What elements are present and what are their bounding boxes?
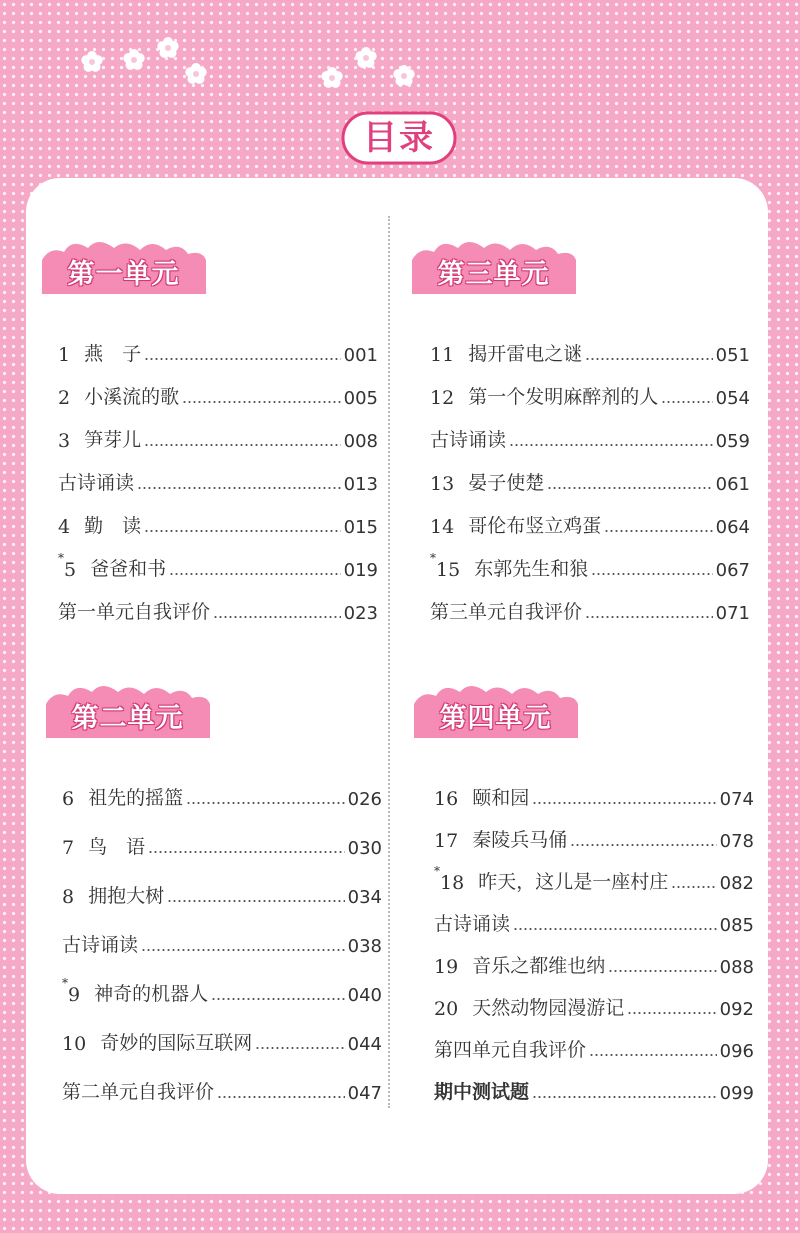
toc-entry[interactable]: 古诗诵读 038	[62, 934, 382, 957]
unit-heading: 第一单元	[36, 236, 211, 294]
unit-heading: 第二单元	[40, 680, 215, 738]
toc-entry[interactable]: 13 晏子使楚 061	[430, 472, 750, 495]
toc-entry[interactable]: 期中测试题 099	[434, 1081, 754, 1104]
toc-entry[interactable]: 1 燕 子 001	[58, 343, 378, 366]
toc-entry[interactable]: *18 昨天，这儿是一座村庄 082	[434, 864, 754, 894]
toc-entry[interactable]: 12 第一个发明麻醉剂的人 054	[430, 386, 750, 409]
unit-heading: 第四单元	[408, 680, 583, 738]
toc-entry[interactable]: 20 天然动物园漫游记 092	[434, 997, 754, 1020]
unit-heading: 第三单元	[406, 236, 581, 294]
optional-mark: *	[434, 864, 440, 878]
toc-entry[interactable]: 第二单元自我评价 047	[62, 1081, 382, 1104]
toc-entry[interactable]: *15 东郭先生和狼 067	[430, 551, 750, 581]
toc-entry[interactable]: 6 祖先的摇篮 026	[62, 787, 382, 810]
toc-entry[interactable]: 古诗诵读 013	[58, 472, 378, 495]
optional-mark: *	[58, 551, 64, 565]
toc-entry[interactable]: *5 爸爸和书 019	[58, 551, 378, 581]
toc-entry[interactable]: 2 小溪流的歌 005	[58, 386, 378, 409]
optional-mark: *	[62, 976, 68, 990]
column-divider	[388, 216, 390, 1108]
toc-entry[interactable]: 第四单元自我评价 096	[434, 1039, 754, 1062]
toc-entry[interactable]: *9 神奇的机器人 040	[62, 976, 382, 1006]
page-title-text: 目录	[363, 118, 435, 158]
toc-entry[interactable]: 第一单元自我评价 023	[58, 601, 378, 624]
flower-decoration-icon	[0, 0, 800, 110]
toc-entry[interactable]: 4 勤 读 015	[58, 515, 378, 538]
toc-entry[interactable]: 8 拥抱大树 034	[62, 885, 382, 908]
toc-entry[interactable]: 古诗诵读 085	[434, 913, 754, 936]
optional-mark: *	[430, 551, 436, 565]
toc-entry[interactable]: 古诗诵读 059	[430, 429, 750, 452]
toc-entry[interactable]: 3 笋芽儿 008	[58, 429, 378, 452]
toc-entry[interactable]: 19 音乐之都维也纳 088	[434, 955, 754, 978]
toc-entry[interactable]: 11 揭开雷电之谜 051	[430, 343, 750, 366]
toc-entry[interactable]: 14 哥伦布竖立鸡蛋 064	[430, 515, 750, 538]
toc-entry[interactable]: 第三单元自我评价 071	[430, 601, 750, 624]
toc-entry[interactable]: 7 鸟 语 030	[62, 836, 382, 859]
toc-entry[interactable]: 17 秦陵兵马俑 078	[434, 829, 754, 852]
toc-entry[interactable]: 10 奇妙的国际互联网 044	[62, 1032, 382, 1055]
page-title	[340, 110, 458, 166]
toc-entry[interactable]: 16 颐和园 074	[434, 787, 754, 810]
